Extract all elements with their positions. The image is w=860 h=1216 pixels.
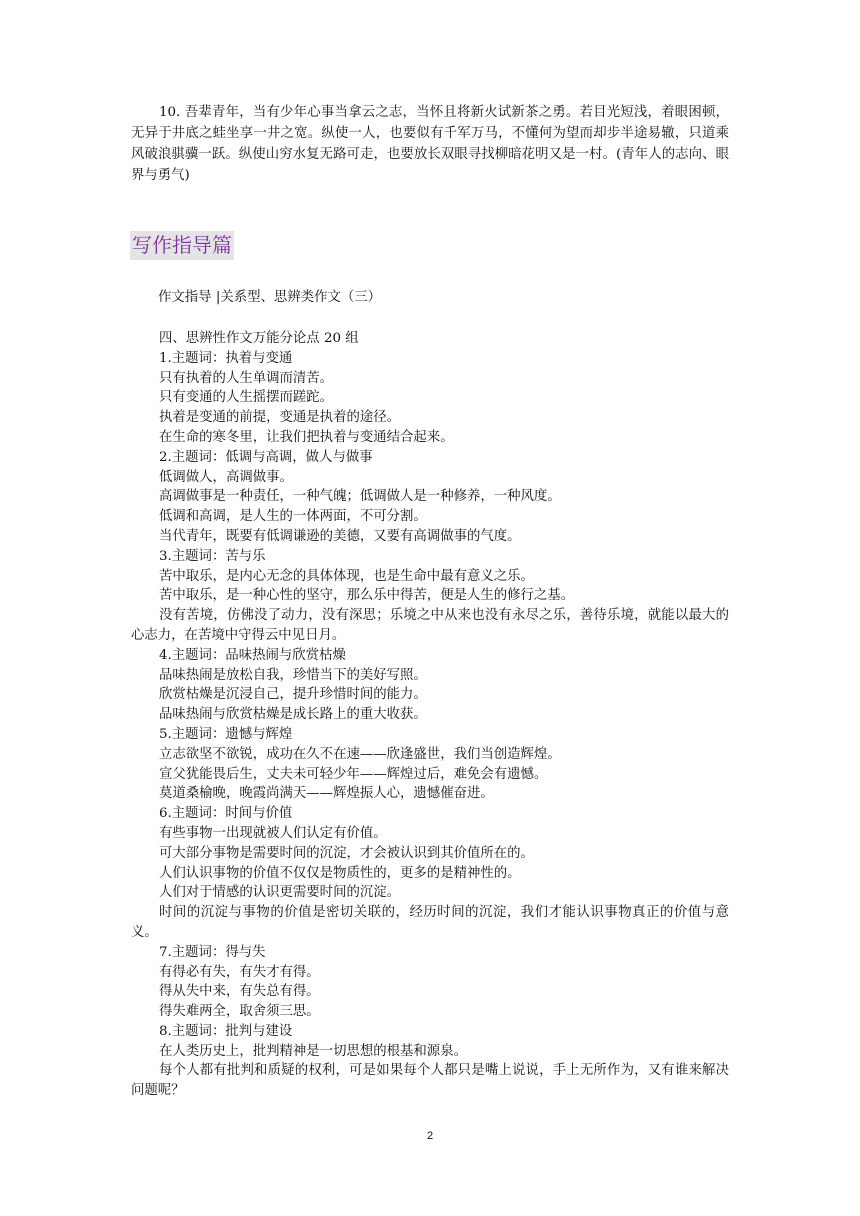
- body-line: 人们对于情感的认识更需要时间的沉淀。: [159, 885, 401, 901]
- body-line: 7.主题词：得与失: [159, 944, 266, 960]
- body-line: 5.主题词：遗憾与辉煌: [159, 726, 293, 742]
- body-line: 只有变通的人生摇摆而蹉跎。: [159, 390, 334, 406]
- section-heading: 写作指导篇: [130, 231, 234, 260]
- body-line: 低调做人，高调做事。: [159, 469, 293, 485]
- guide-title: 作文指导 |关系型、思辨类作文（三）: [158, 290, 382, 305]
- body-line: 3.主题词：苦与乐: [159, 548, 266, 564]
- body-line: 立志欲坚不欲锐，成功在久不在速——欣逢盛世，我们当创造辉煌。: [159, 746, 561, 762]
- body-line: 苦中取乐，是一种心性的坚守，那么乐中得苦，便是人生的修行之基。: [159, 588, 575, 604]
- body-line: 人们认识事物的价值不仅仅是物质性的，更多的是精神性的。: [159, 865, 521, 881]
- body-line: 1.主题词：执着与变通: [159, 350, 293, 366]
- body-line: 2.主题词：低调与高调，做人与做事: [159, 449, 373, 465]
- body-line: 宣父犹能畏后生，丈夫未可轻少年——辉煌过后，难免会有遗憾。: [159, 766, 548, 782]
- page-number: 2: [426, 1130, 434, 1142]
- body-line: 低调和高调，是人生的一体两面，不可分割。: [159, 509, 427, 525]
- body-line: 有得必有失，有失才有得。: [159, 964, 320, 980]
- body-line: 可大部分事物是需要时间的沉淀，才会被认识到其价值所在的。: [159, 845, 534, 861]
- body-line: 时间的沉淀与事物的价值是密切关联的，经历时间的沉淀，我们才能认识事物真正的价值与意义。: [131, 905, 729, 940]
- body-line: 4.主题词：品味热闹与欣赏枯燥: [159, 647, 346, 663]
- body-line: 高调做事是一种责任，一种气魄；低调做人是一种修养，一种风度。: [159, 489, 561, 505]
- body-line: 品味热闹与欣赏枯燥是成长路上的重大收获。: [159, 707, 427, 723]
- body-line: 有些事物一出现就被人们认定有价值。: [159, 825, 387, 841]
- article-body: [131, 329, 729, 1101]
- body-line: 6.主题词：时间与价值: [159, 806, 293, 822]
- body-line: 当代青年，既要有低调谦逊的美德，又要有高调做事的气度。: [159, 528, 521, 544]
- body-line: 得从失中来，有失总有得。: [159, 984, 320, 1000]
- body-line: 每个人都有批判和质疑的权利，可是如果每个人都只是嘴上说说，手上无所作为，又有谁来解决问题呢？: [131, 1063, 729, 1099]
- body-line: 在生命的寒冬里，让我们把执着与变通结合起来。: [159, 429, 454, 445]
- body-line: 苦中取乐，是内心无念的具体体现，也是生命中最有意义之乐。: [159, 568, 534, 584]
- body-line: 没有苦境，仿佛没了动力，没有深思；乐境之中从来也没有永尽之乐，善待乐境，就能以最大的心志力，在苦境中守得云中见日月。: [131, 608, 729, 643]
- body-line: 在人类历史上，批判精神是一切思想的根基和源泉。: [159, 1043, 467, 1059]
- body-line: 四、思辨性作文万能分论点 20 组: [159, 331, 359, 346]
- body-line: 品味热闹是放松自我，珍惜当下的美好写照。: [159, 667, 427, 683]
- body-line: 欣赏枯燥是沉浸自己，提升珍惜时间的能力。: [159, 687, 427, 703]
- intro-paragraph: 10. 吾辈青年，当有少年心事当拿云之志，当怀且将新火试新茶之勇。若目光短浅，着眼困顿，无异于井底之蛙坐享一井之宽。纵使一人，也要似有千军万马，不懂何为望而却步半途易辙，只道乘风破浪骐骥一跃。纵使山穷水复无路可走，也要放长双眼寻找柳暗花明又是一村。(青年人的志向、眼界与勇气): [131, 105, 729, 183]
- body-line: 只有执着的人生单调而清苦。: [159, 370, 334, 386]
- body-line: 执着是变通的前提，变通是执着的途径。: [159, 410, 401, 426]
- body-line: 8.主题词：批判与建设: [159, 1023, 293, 1039]
- body-line: 莫道桑榆晚，晚霞尚满天——辉煌振人心，遗憾催奋进。: [159, 786, 494, 802]
- body-line: 得失难两全，取舍须三思。: [159, 1004, 320, 1020]
